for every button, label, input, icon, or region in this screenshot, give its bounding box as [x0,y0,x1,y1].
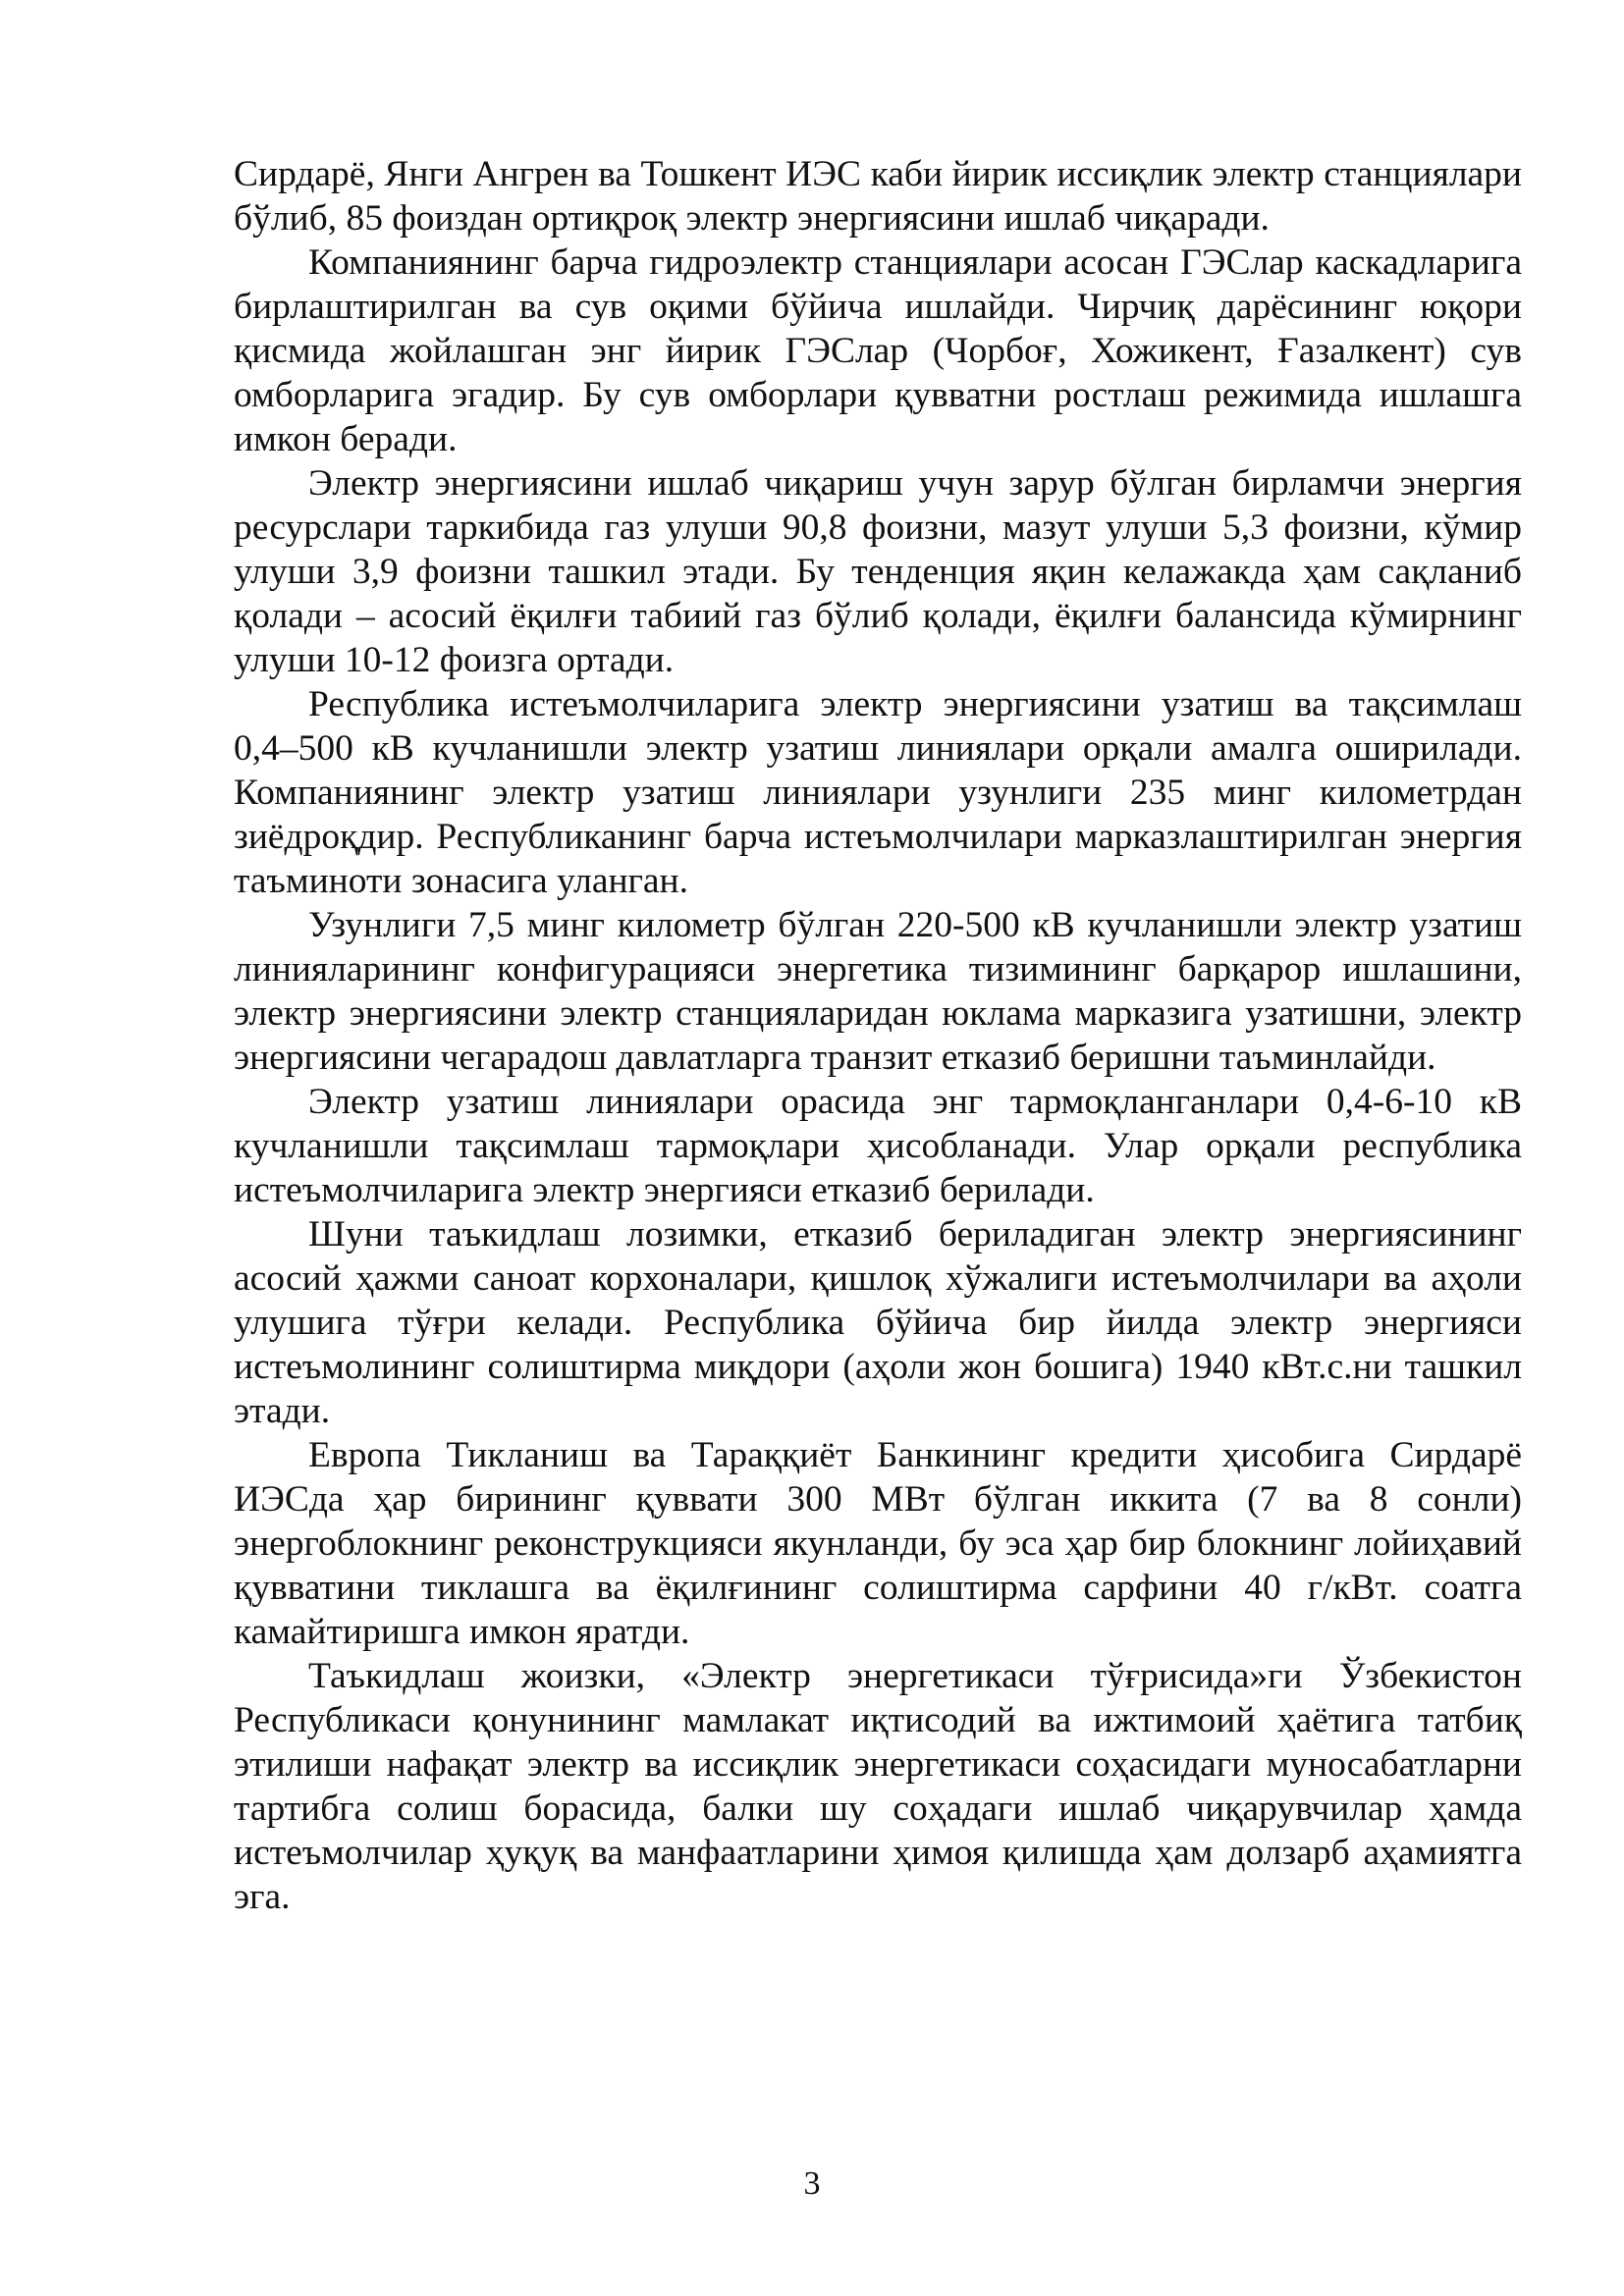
paragraph-consumption: Шуни таъкидлаш лозимки, етказиб бериладиган электр энергиясининг асосий ҳажми саноат корхоналари, қишлоқ хўжалиги истеъмолчилари ва аҳоли улушига тўғри келади. Республика бўйича бир йилда электр энергияси истеъмолининг солиштирма миқдори (аҳоли жон бошига) 1940 кВт.с.ни ташкил этади. [234,1214,1522,1431]
paragraph-power-stations: Сирдарё, Янги Ангрен ва Тошкент ИЭС каби йирик иссиқлик электр станциялари бўлиб, 85 фоиздан ортиқроқ электр энергиясини ишлаб чиқаради. [234,154,1522,239]
paragraph-energy-resources: Электр энергиясини ишлаб чиқариш учун зарур бўлган бирламчи энергия ресурслари таркибида газ улуши 90,8 фоизни, мазут улуши 5,3 фоизни, кўмир улуши 3,9 фоизни ташкил этади. Бу тенденция яқин келажакда ҳам сақланиб қолади – асосий ёқилғи табиий газ бўлиб қолади, ёқилғи балансида кўмирнинг улуши 10-12 фоизга ортади. [234,463,1522,680]
paragraph-transmission-lines: Республика истеъмолчиларига электр энергиясини узатиш ва тақсимлаш 0,4–500 кВ кучланишли электр узатиш линиялари орқали амалга оширилади. Компаниянинг электр узатиш линиялари узунлиги 235 минг километрдан зиёдроқдир. Республиканинг барча истеъмолчилари марказлаштирилган энергия таъминоти зонасига уланган. [234,684,1522,901]
paragraph-energy-law: Таъкидлаш жоизки, «Электр энергетикаси тўғрисида»ги Ўзбекистон Республикаси қонунининг мамлакат иқтисодий ва ижтимоий ҳаётига татбиқ этилиши нафақат электр ва иссиқлик энергетикаси соҳасидаги муносабатларни тартибга солиш борасида, балки шу соҳадаги ишлаб чиқарувчилар ҳамда истеъмолчилар ҳуқуқ ва манфаатларини ҳимоя қилишда ҳам долзарб аҳамиятга эга. [234,1656,1522,1917]
paragraph-reconstruction: Европа Тикланиш ва Тараққиёт Банкининг кредити ҳисобига Сирдарё ИЭСда ҳар бирининг қуввати 300 МВт бўлган иккита (7 ва 8 сонли) энергоблокнинг реконструкцияси якунланди, бу эса ҳар бир блокнинг лойиҳавий қувватини тиклашга ва ёқилғининг солиштирма сарфини 40 г/кВт. соатга камайтиришга имкон яратди. [234,1435,1522,1652]
paragraph-distribution-networks: Электр узатиш линиялари орасида энг тармоқланганлари 0,4-6-10 кВ кучланишли тақсимлаш тармоқлари ҳисобланади. Улар орқали республика истеъмолчиларига электр энергияси етказиб берилади. [234,1082,1522,1210]
page-number: 3 [803,2165,821,2202]
paragraph-hydro-stations: Компаниянинг барча гидроэлектр станциялари асосан ГЭСлар каскадларига бирлаштирилган ва сув оқими бўйича ишлайди. Чирчиқ дарёсининг юқори қисмида жойлашган энг йирик ГЭСлар (Чорбоғ, Хожикент, Ғазалкент) сув омборларига эгадир. Бу сув омборлари қувватни ростлаш режимида ишлашга имкон беради. [234,242,1522,459]
paragraph-high-voltage-lines: Узунлиги 7,5 минг километр бўлган 220-500 кВ кучланишли электр узатиш линияларининг конфигурацияси энергетика тизимининг барқарор ишлашини, электр энергиясини электр станцияларидан юклама марказига узатишни, электр энергиясини чегарадош давлатларга транзит етказиб беришни таъминлайди. [234,905,1522,1078]
document-body [234,152,1522,1919]
